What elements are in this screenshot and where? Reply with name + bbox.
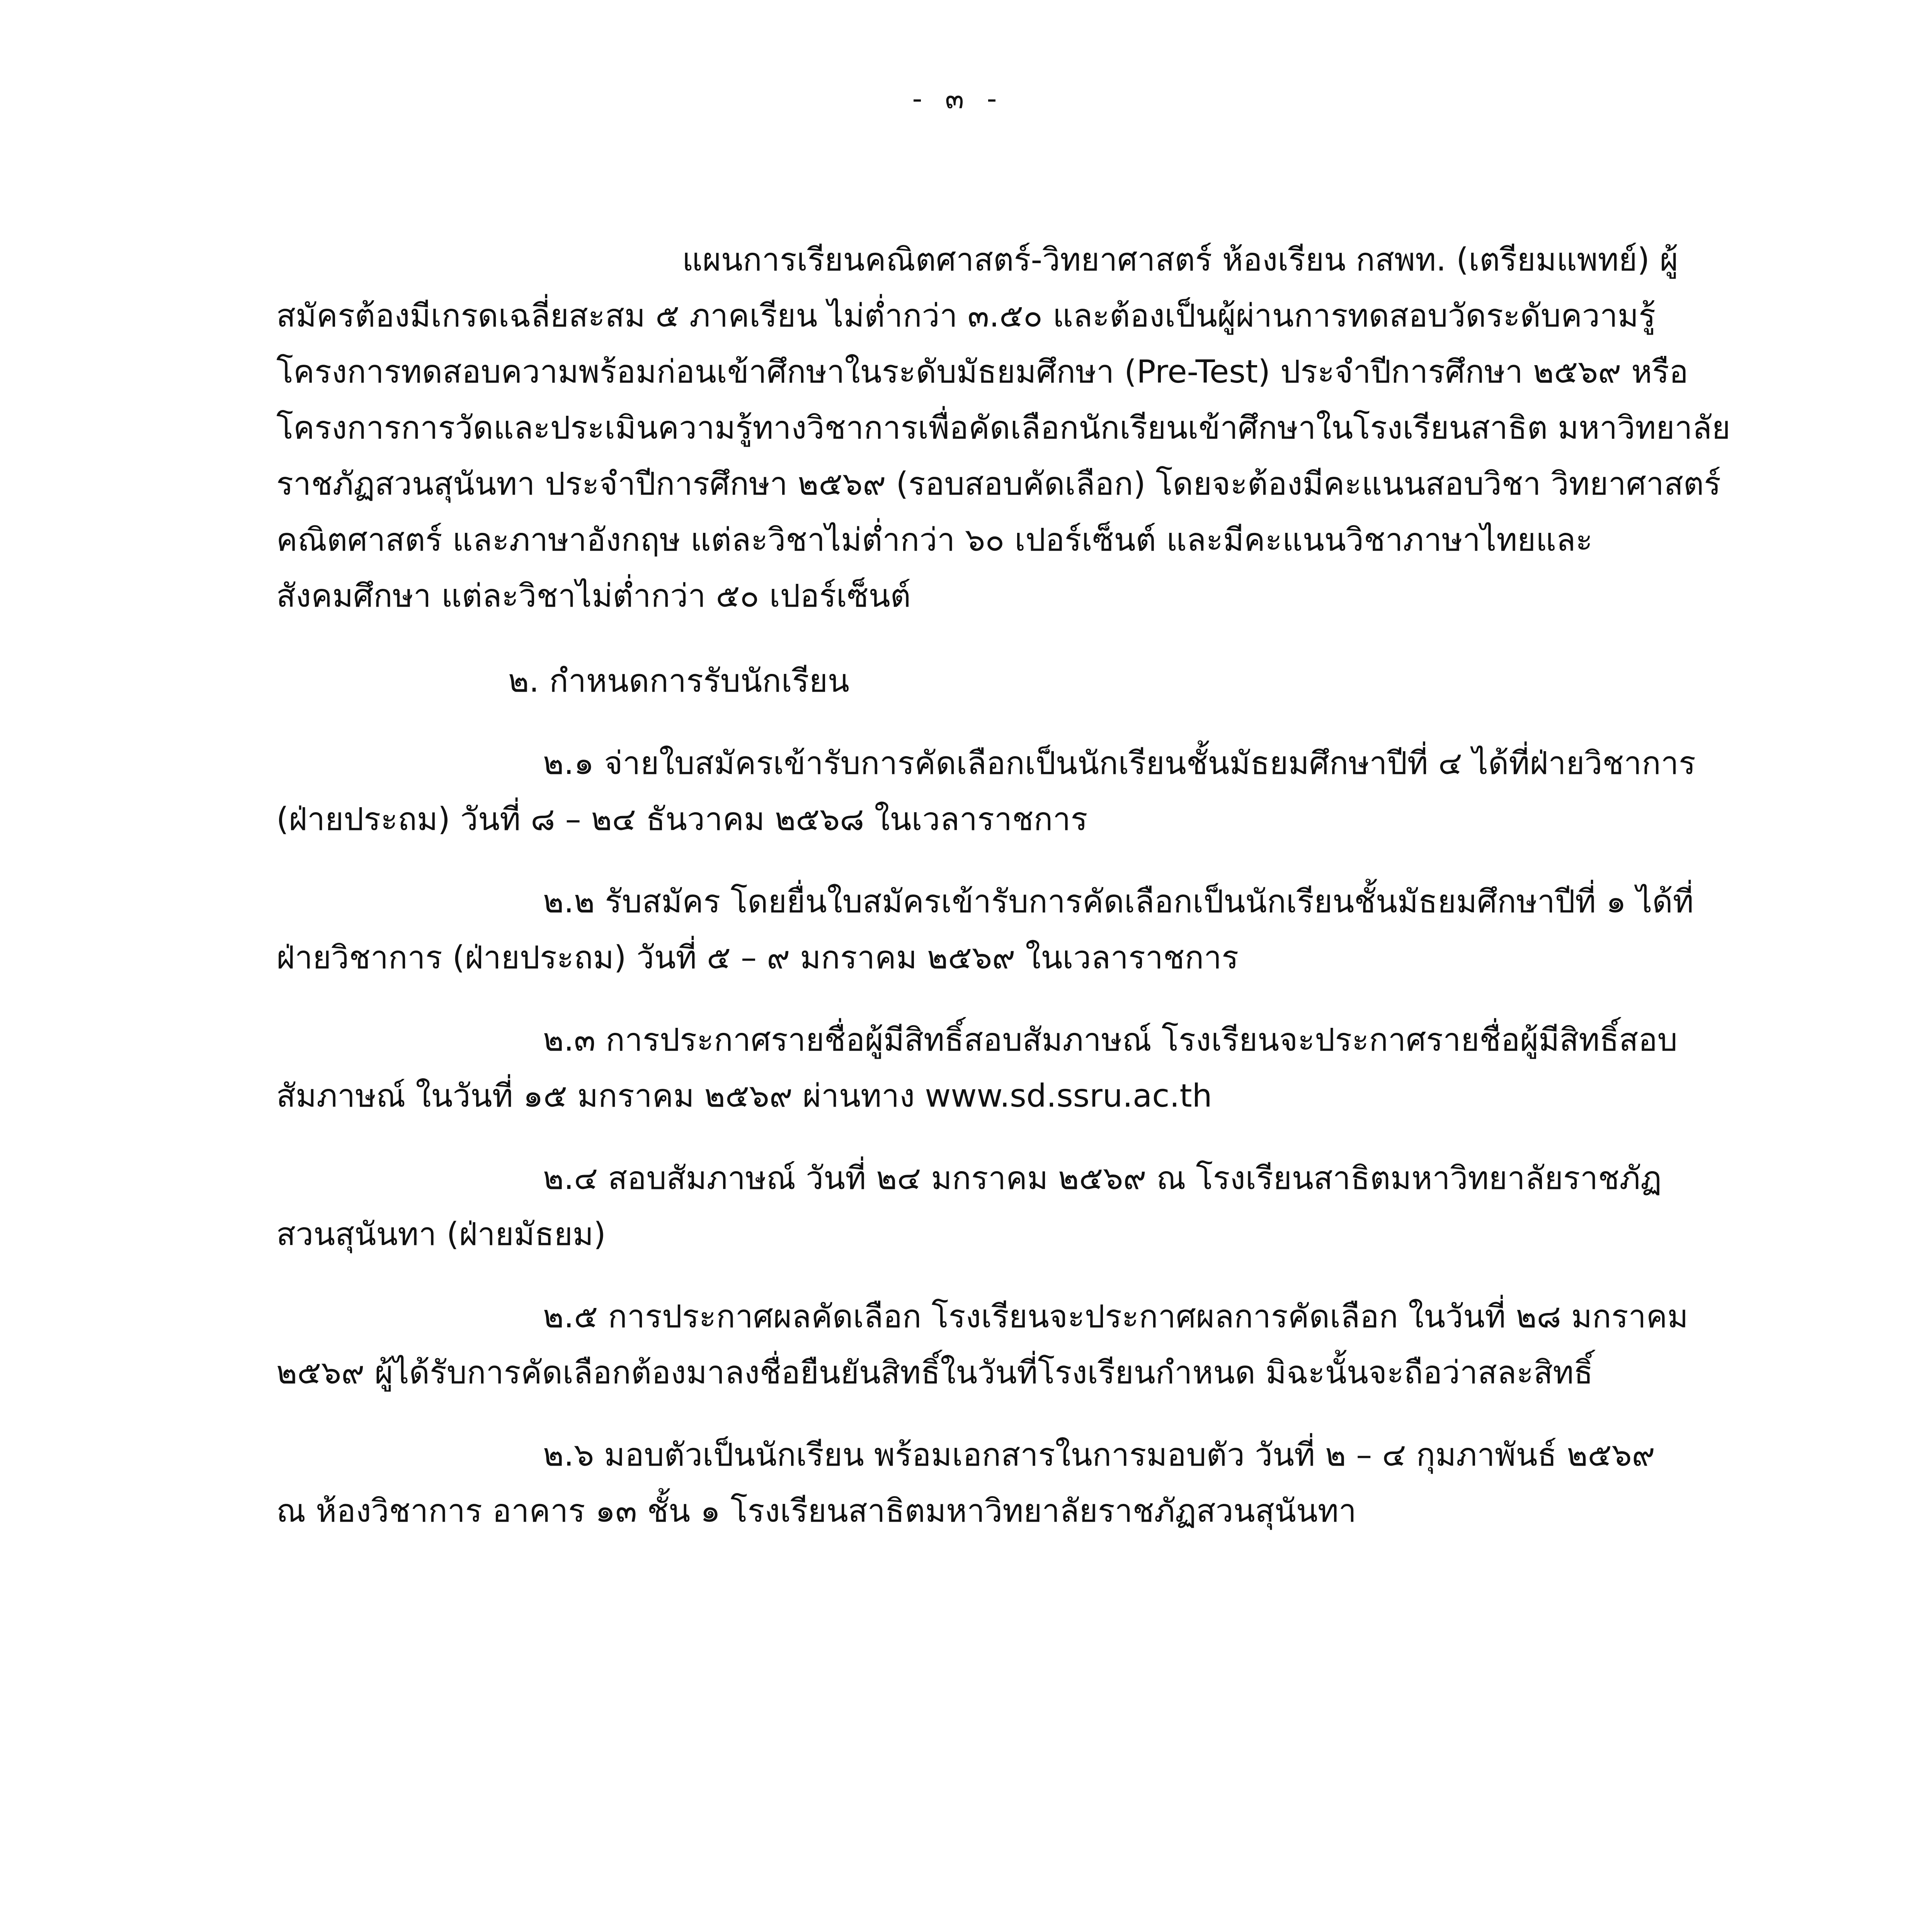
intro-line-4: โครงการการวัดและประเมินความรู้ทางวิชาการเพื่อคัดเลือกนักเรียนเข้าศึกษาในโรงเรียนสาธิต มหาวิทยาลัย	[276, 410, 1731, 446]
schedule-item-line-2: ฝ่ายวิชาการ (ฝ่ายประถม) วันที่ ๕ – ๙ มกราคม ๒๕๖๙ ในเวลาราชการ	[276, 939, 1239, 976]
schedule-item-line-1: ๒.๕ การประกาศผลคัดเลือก โรงเรียนจะประกาศผลการคัดเลือก ในวันที่ ๒๘ มกราคม	[543, 1298, 1688, 1335]
schedule-item-line-2: ๒๕๖๙ ผู้ได้รับการคัดเลือกต้องมาลงชื่อยืนยันสิทธิ์ในวันที่โรงเรียนกำหนด มิฉะนั้นจะถือว่าสละสิทธิ์	[276, 1354, 1593, 1391]
schedule-item-2-3	[276, 1012, 1714, 1124]
schedule-item-line-1: ๒.๒ รับสมัคร โดยยื่นใบสมัครเข้ารับการคัดเลือกเป็นนักเรียนชั้นมัธยมศึกษาปีที่ ๑ ได้ที่	[543, 883, 1694, 920]
document-body	[276, 232, 1731, 1539]
schedule-item-line-1: ๒.๓ การประกาศรายชื่อผู้มีสิทธิ์สอบสัมภาษณ์ โรงเรียนจะประกาศรายชื่อผู้มีสิทธิ์สอบ	[543, 1022, 1678, 1058]
intro-line-6: คณิตศาสตร์ และภาษาอังกฤษ แต่ละวิชาไม่ต่ำกว่า ๖๐ เปอร์เซ็นต์ และมีคะแนนวิชาภาษาไทยและ	[276, 522, 1593, 558]
schedule-item-line-1: ๒.๖ มอบตัวเป็นนักเรียน พร้อมเอกสารในการมอบตัว วันที่ ๒ – ๔ กุมภาพันธ์ ๒๕๖๙	[543, 1437, 1655, 1473]
schedule-item-2-6	[276, 1427, 1714, 1539]
schedule-item-line-2: (ฝ่ายประถม) วันที่ ๘ – ๒๔ ธันวาคม ๒๕๖๘ ในเวลาราชการ	[276, 801, 1088, 838]
schedule-item-2-2	[276, 874, 1714, 986]
intro-line-7: สังคมศึกษา แต่ละวิชาไม่ต่ำกว่า ๕๐ เปอร์เซ็นต์	[276, 578, 911, 614]
intro-line-3: โครงการทดสอบความพร้อมก่อนเข้าศึกษาในระดับมัธยมศึกษา (Pre-Test) ประจำปีการศึกษา ๒๕๖๙ หรือ	[276, 354, 1688, 390]
schedule-item-line-2: สัมภาษณ์ ในวันที่ ๑๕ มกราคม ๒๕๖๙ ผ่านทาง www.sd.ssru.ac.th	[276, 1078, 1212, 1114]
intro-line-2: สมัครต้องมีเกรดเฉลี่ยสะสม ๕ ภาคเรียน ไม่ต่ำกว่า ๓.๕๐ และต้องเป็นผู้ผ่านการทดสอบวัดระดับความรู้	[276, 298, 1656, 334]
intro-line-5: ราชภัฏสวนสุนันทา ประจำปีการศึกษา ๒๕๖๙ (รอบสอบคัดเลือก) โดยจะต้องมีคะแนนสอบวิชา วิทยาศาสตร์	[276, 466, 1721, 502]
schedule-item-line-2: สวนสุนันทา (ฝ่ายมัธยม)	[276, 1216, 606, 1253]
schedule-item-line-2: ณ ห้องวิชาการ อาคาร ๑๓ ชั้น ๑ โรงเรียนสาธิตมหาวิทยาลัยราชภัฏสวนสุนันทา	[276, 1493, 1356, 1529]
schedule-item-line-1: ๒.๑ จ่ายใบสมัครเข้ารับการคัดเลือกเป็นนักเรียนชั้นมัธยมศึกษาปีที่ ๔ ได้ที่ฝ่ายวิชาการ	[543, 745, 1696, 782]
page-number: - ๓ -	[912, 82, 1004, 115]
schedule-item-line-1: ๒.๔ สอบสัมภาษณ์ วันที่ ๒๔ มกราคม ๒๕๖๙ ณ โรงเรียนสาธิตมหาวิทยาลัยราชภัฏ	[543, 1160, 1662, 1197]
intro-line-1: แผนการเรียนคณิตศาสตร์-วิทยาศาสตร์ ห้องเรียน กสพท. (เตรียมแพทย์) ผู้	[682, 242, 1678, 278]
schedule-item-2-1	[276, 735, 1714, 847]
section-heading: ๒. กำหนดการรับนักเรียน	[508, 663, 849, 699]
schedule-item-2-5	[276, 1289, 1714, 1401]
schedule-item-2-4	[276, 1150, 1714, 1262]
intro-paragraph	[276, 232, 1731, 624]
